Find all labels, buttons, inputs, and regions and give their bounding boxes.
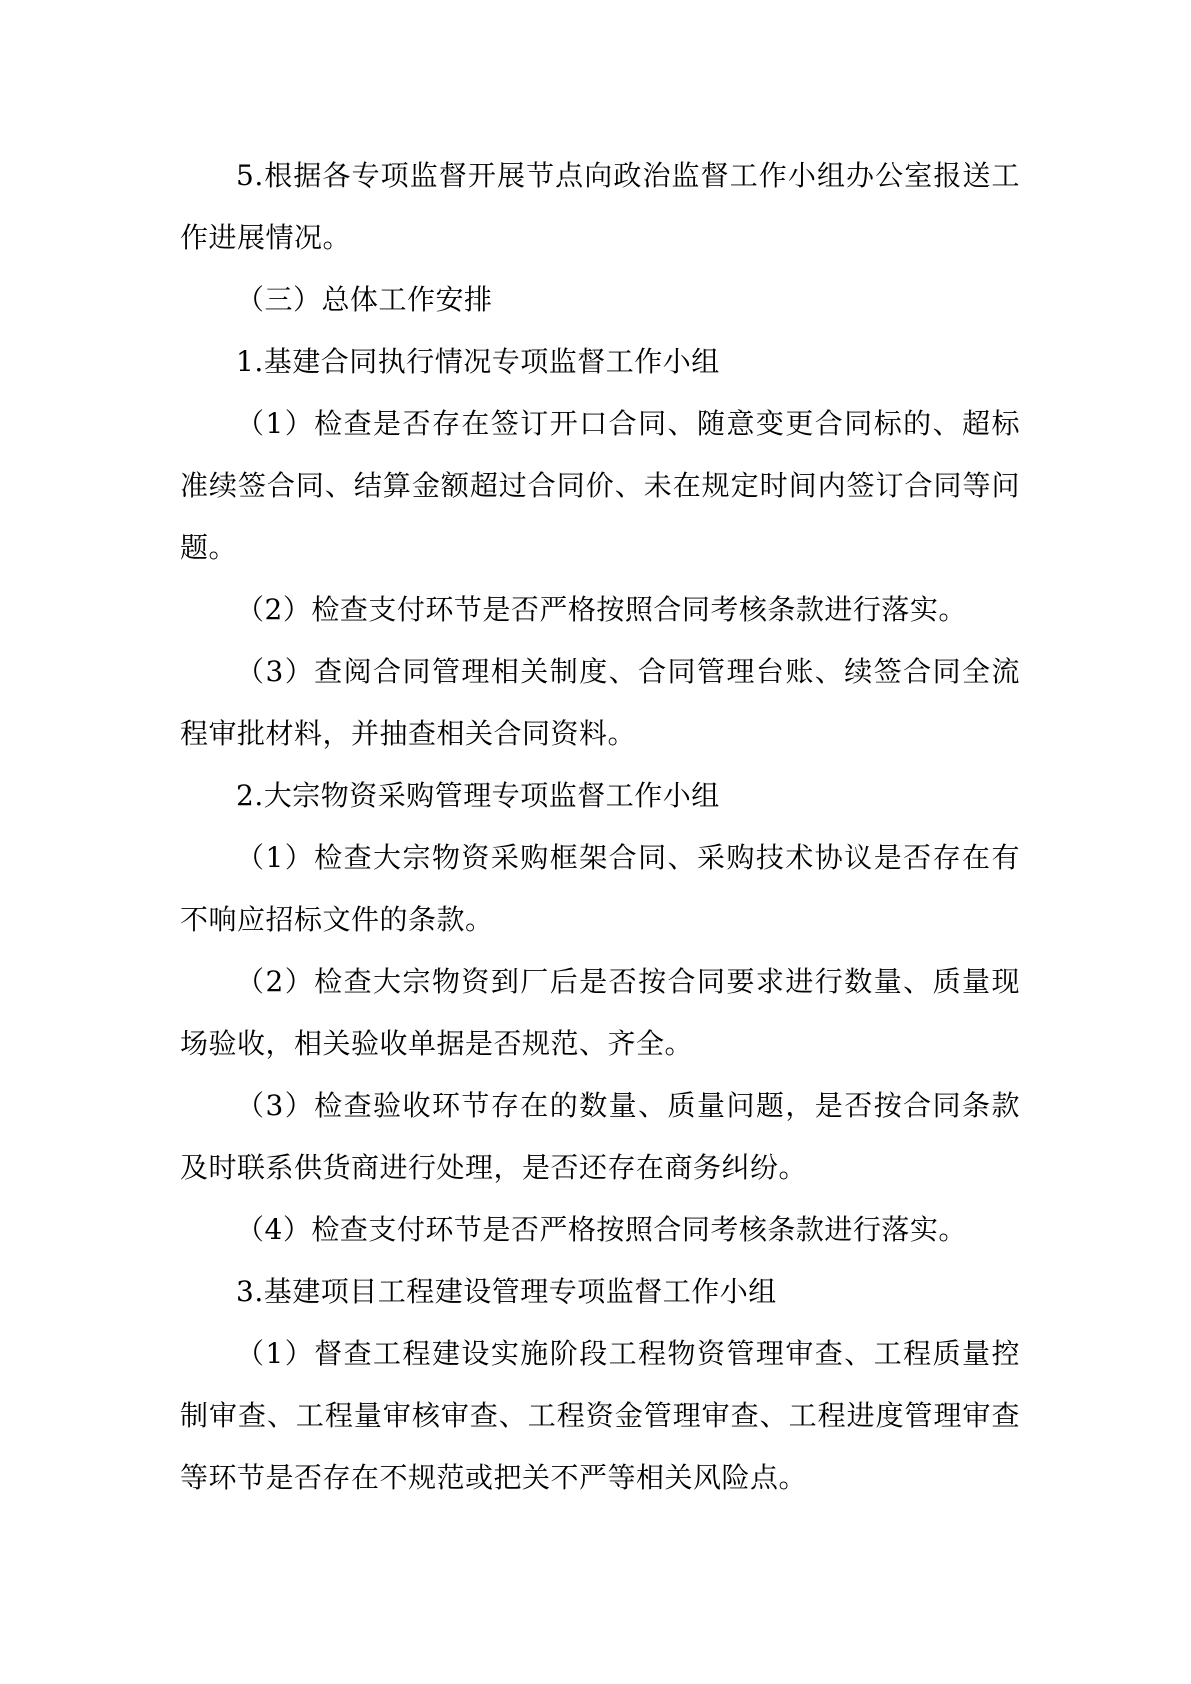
paragraph-construction-item-1: （1）督查工程建设实施阶段工程物资管理审查、工程质量控制审查、工程量审核审查、工程资金管理审查、工程进度管理审查等环节是否存在不规范或把关不严等相关风险点。 <box>180 1337 1020 1494</box>
document-body <box>180 145 1020 1509</box>
paragraph-report-progress: 5.根据各专项监督开展节点向政治监督工作小组办公室报送工作进展情况。 <box>180 159 1020 254</box>
paragraph-contract-item-2: （2）检查支付环节是否严格按照合同考核条款进行落实。 <box>236 593 967 626</box>
paragraph-procurement-item-2: （2）检查大宗物资到厂后是否按合同要求进行数量、质量现场验收，相关验收单据是否规范、齐全。 <box>180 965 1020 1060</box>
paragraph-contract-item-3: （3）查阅合同管理相关制度、合同管理台账、续签合同全流程审批材料，并抽查相关合同资料。 <box>180 655 1020 750</box>
subheading-procurement-supervision-group: 2.大宗物资采购管理专项监督工作小组 <box>236 779 720 812</box>
paragraph-procurement-item-4: （4）检查支付环节是否严格按照合同考核条款进行落实。 <box>236 1213 967 1246</box>
section-heading-overall-arrangement: （三）总体工作安排 <box>236 283 493 316</box>
paragraph-procurement-item-1: （1）检查大宗物资采购框架合同、采购技术协议是否存在有不响应招标文件的条款。 <box>180 841 1020 936</box>
subheading-construction-supervision-group: 3.基建项目工程建设管理专项监督工作小组 <box>236 1275 777 1308</box>
paragraph-procurement-item-3: （3）检查验收环节存在的数量、质量问题，是否按合同条款及时联系供货商进行处理，是否还存在商务纠纷。 <box>180 1089 1020 1184</box>
paragraph-contract-item-1: （1）检查是否存在签订开口合同、随意变更合同标的、超标准续签合同、结算金额超过合同价、未在规定时间内签订合同等问题。 <box>180 407 1020 564</box>
subheading-contract-supervision-group: 1.基建合同执行情况专项监督工作小组 <box>236 345 720 378</box>
